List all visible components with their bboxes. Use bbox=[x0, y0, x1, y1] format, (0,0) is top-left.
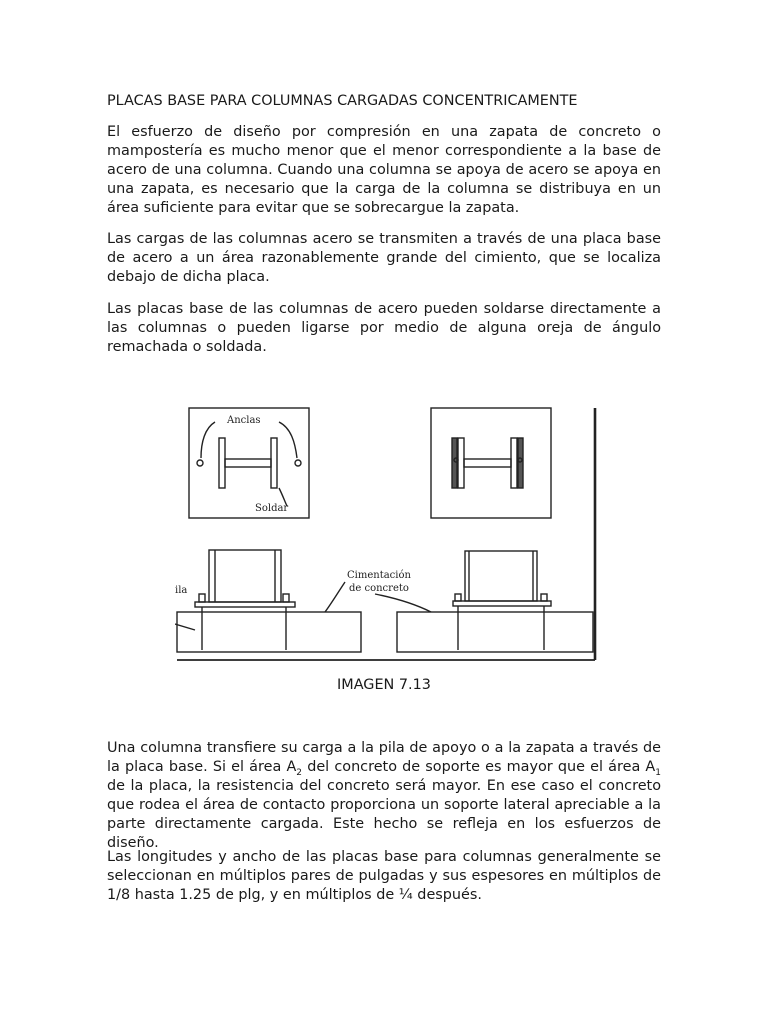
label-placa-partial: ila bbox=[175, 585, 188, 596]
document-title: PLACAS BASE PARA COLUMNAS CARGADAS CONCENTRICAMENTE bbox=[107, 93, 578, 109]
subscript-2: 2 bbox=[296, 767, 303, 778]
figure-caption: IMAGEN 7.13 bbox=[337, 677, 431, 693]
label-cimentacion-1: Cimentación bbox=[347, 570, 411, 581]
paragraph-1: El esfuerzo de diseño por compresión en una zapata de concreto o mampostería es mucho menor que el menor correspondiente a la base de acero de una columna. Cuando una columna se apoya de acero se apoya en una zapata, es necesario que la carga de la columna se distribuya en un área suficiente para evitar que se sobrecargue la zapata. bbox=[107, 124, 661, 216]
base-plate-figure bbox=[175, 398, 607, 666]
paragraph-4-part2: del concreto de soporte es mayor que el área A bbox=[302, 759, 656, 775]
label-cimentacion-2: de concreto bbox=[349, 583, 409, 594]
paragraph-4 bbox=[107, 739, 661, 853]
right-plan-plate bbox=[431, 408, 551, 518]
paragraph-3: Las placas base de las columnas de acero pueden soldarse directamente a las columnas o pueden ligarse por medio de alguna oreja de ángulo remachada o soldada. bbox=[107, 301, 661, 355]
paragraph-4-part3: de la placa, la resistencia del concreto será mayor. En ese caso el concreto que rodea el área de contacto proporciona un soporte lateral apreciable a la parte directamente cargada. Este hecho se refleja en los esfuerzos de diseño. bbox=[107, 778, 661, 851]
left-anchor-hole-2 bbox=[295, 460, 301, 466]
label-soldar: Soldar bbox=[255, 503, 289, 514]
paragraph-2: Las cargas de las columnas acero se transmiten a través de una placa base de acero a un área razonablemente grande del cimiento, que se localiza debajo de dicha placa. bbox=[107, 231, 661, 285]
paragraph-4-part1: Una columna transfiere su carga a la pila de apoyo o a la zapata a través de la placa base. Si el área A bbox=[107, 740, 661, 775]
left-anchor-hole-1 bbox=[197, 460, 203, 466]
label-anclas: Anclas bbox=[227, 415, 261, 426]
subscript-1: 1 bbox=[655, 767, 662, 778]
paragraph-5: Las longitudes y ancho de las placas base para columnas generalmente se seleccionan en múltiplos pares de pulgadas y sus espesores en múltiplos de 1/8 hasta 1.25 de plg, y en múltiplos de ¼ después. bbox=[107, 849, 661, 903]
